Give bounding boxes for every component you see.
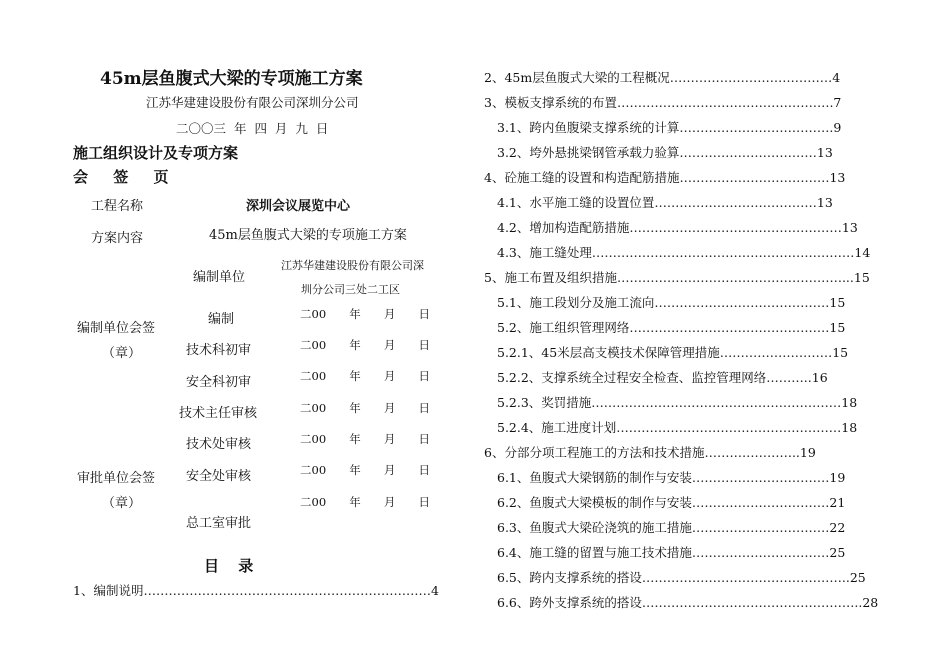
toc-entry: 1、编制说明……………………………………………………………4: [73, 583, 439, 598]
toc-entry: 6.4、施工缝的留置与施工技术措施……………………………25: [497, 545, 846, 560]
project-name-value: 深圳会议展览中心: [246, 199, 351, 214]
date-y: 年: [349, 338, 361, 352]
role-chief-engineer-approval: 总工室审批: [186, 516, 252, 531]
toc-entry: 6.3、鱼腹式大梁砼浇筑的施工措施……………………………22: [497, 520, 846, 535]
date-row: [300, 431, 430, 447]
role-safety-first-review: 安全科初审: [186, 375, 252, 390]
date-year: 二00: [300, 338, 327, 352]
date-d: 日: [418, 463, 430, 477]
date-row: [300, 368, 430, 384]
date-row: [300, 400, 430, 416]
role-safety-dept-review: 安全处审核: [186, 469, 252, 484]
toc-entry: 5.2、施工组织管理网络…………………………………………15: [497, 320, 846, 335]
date-year: 二00: [300, 369, 327, 383]
date-year: 二00: [300, 463, 327, 477]
toc-entry: 5.2.4、施工进度计划………………………………………………18: [497, 420, 858, 435]
date-year: 二00: [300, 495, 327, 509]
date-m: 月: [383, 401, 396, 415]
toc-entry: 3、模板支撑系统的布置…………………………………………….7: [484, 95, 842, 110]
date-d: 日: [418, 369, 430, 383]
date-y: 年: [349, 369, 361, 383]
company-name: 江苏华建建设股份有限公司深圳分公司: [146, 95, 359, 110]
date-year: 二00: [300, 401, 327, 415]
toc-entry: 6.2、鱼腹式大梁模板的制作与安装……………………………21: [497, 495, 846, 510]
group-label-approve: 审批单位会签: [77, 471, 156, 486]
date-m: 月: [383, 495, 396, 509]
date-m: 月: [383, 338, 396, 352]
plan-content-value: 45m层鱼腹式大梁的专项施工方案: [209, 228, 407, 243]
toc-entry: 2、45m层鱼腹式大梁的工程概况…………………………………4: [484, 70, 841, 85]
toc-entry: 4、砼施工缝的设置和构造配筋措施………………………………13: [484, 170, 846, 185]
toc-entry: 6.1、鱼腹式大梁钢筋的制作与安装……………………………19: [497, 470, 846, 485]
date-row: [300, 494, 430, 510]
document-date: 二〇〇三 年 四 月 九 日: [176, 121, 329, 136]
date-d: 日: [418, 401, 430, 415]
group-label-compile: 编制单位会签: [77, 321, 156, 336]
toc-entry: 3.2、垮外悬挑梁钢管承载力验算……………………………13: [497, 145, 833, 160]
toc-entry: 4.2、增加构造配筋措施……………………………………………13: [497, 220, 858, 235]
toc-entry: 6.5、跨内支撑系统的搭设…………………………………………..25: [497, 570, 866, 585]
toc-heading: 目 录: [204, 557, 254, 575]
toc-entry: 4.1、水平施工缝的设置位置…………………………………13: [497, 195, 833, 210]
date-m: 月: [383, 369, 396, 383]
date-m: 月: [383, 307, 396, 321]
date-d: 日: [418, 432, 430, 446]
toc-entry: 5.2.2、支撑系统全过程安全检查、监控管理网络………..16: [497, 370, 828, 385]
date-y: 年: [349, 495, 361, 509]
seal-label-approve: （章）: [102, 496, 142, 511]
date-y: 年: [349, 463, 361, 477]
sign-page-heading: 会 签 页: [73, 168, 169, 186]
date-row: [300, 306, 430, 322]
date-d: 日: [418, 495, 430, 509]
toc-entry: 5.1、施工段划分及施工流向……………………………………15: [497, 295, 846, 310]
seal-label-compile: （章）: [102, 346, 142, 361]
role-tech-director-review: 技术主任审核: [179, 406, 258, 421]
date-row: [300, 462, 430, 478]
toc-entry: 5.2.1、45米层高支模技术保障管理措施………………………15: [497, 345, 849, 360]
role-tech-first-review: 技术科初审: [186, 343, 252, 358]
document-title: 45m层鱼腹式大梁的专项施工方案: [100, 69, 363, 89]
plan-content-label: 方案内容: [91, 231, 144, 246]
toc-entry: 6、分部分项工程施工的方法和技术措施…………………..19: [484, 445, 816, 460]
toc-entry: 3.1、跨内鱼腹梁支撑系统的计算……………………………….9: [497, 120, 842, 135]
toc-entry: 5.2.3、奖罚措施……………………………………………………18: [497, 395, 858, 410]
unit-label: 编制单位: [193, 270, 246, 285]
date-m: 月: [383, 463, 396, 477]
date-year: 二00: [300, 307, 327, 321]
date-m: 月: [383, 432, 396, 446]
date-row: [300, 337, 430, 353]
date-y: 年: [349, 307, 361, 321]
role-tech-dept-review: 技术处审核: [186, 437, 252, 452]
date-y: 年: [349, 432, 361, 446]
toc-entry: 6.6、跨外支撑系统的搭设……………………………………………..28: [497, 595, 879, 610]
date-d: 日: [418, 307, 430, 321]
date-y: 年: [349, 401, 361, 415]
toc-entry: 5、施工布置及组织措施………………………………………………...15: [484, 270, 870, 285]
project-name-label: 工程名称: [91, 199, 144, 214]
unit-value-line2: 圳分公司三处二工区: [301, 283, 400, 296]
role-compile: 编制: [208, 312, 235, 327]
date-year: 二00: [300, 432, 327, 446]
toc-entry: 4.3、施工缝处理………………………………………………………14: [497, 245, 871, 260]
section-heading: 施工组织设计及专项方案: [73, 144, 239, 162]
unit-value-line1: 江苏华建建设股份有限公司深: [281, 259, 424, 272]
date-d: 日: [418, 338, 430, 352]
